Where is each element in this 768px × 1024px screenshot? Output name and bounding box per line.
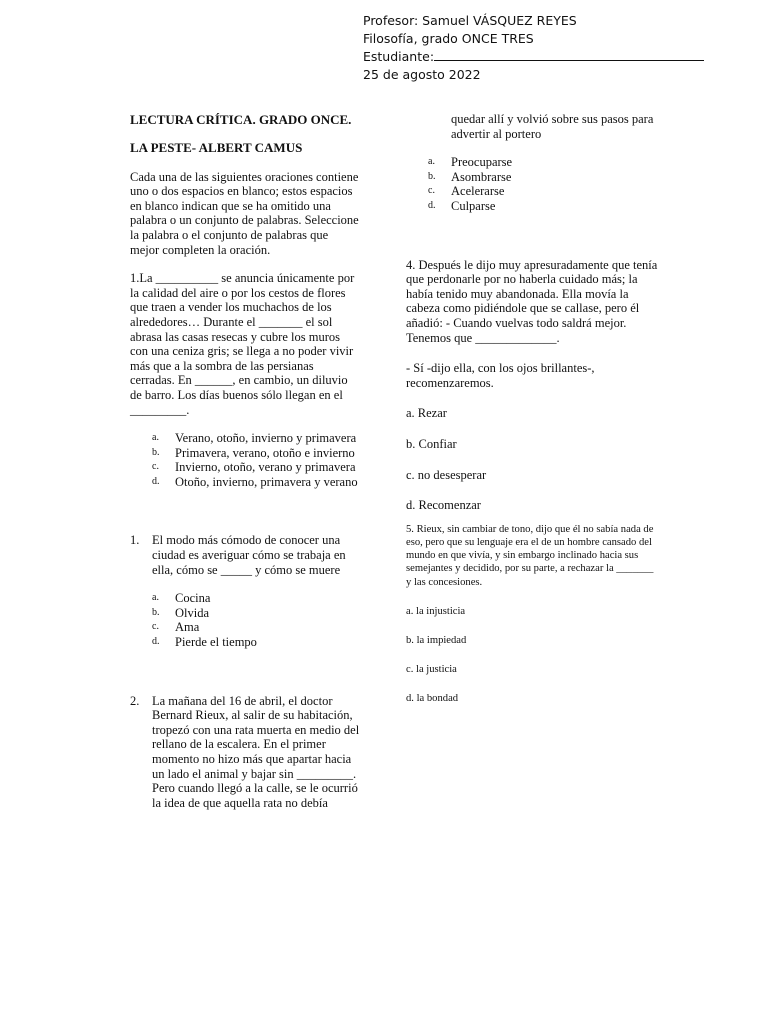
- student-line: [363, 48, 704, 66]
- question-2-option-b[interactable]: b. Olvida: [152, 605, 210, 620]
- subject-line: Filosofía, grado ONCE TRES: [363, 31, 534, 46]
- question-4-reply: - Sí -dijo ella, con los ojos brillantes-, recomenzaremos.: [406, 361, 595, 390]
- question-1-option-c[interactable]: c. Invierno, otoño, verano y primavera: [152, 460, 356, 475]
- question-1-option-b[interactable]: b. Primavera, verano, otoño e invierno: [152, 445, 355, 460]
- question-1-option-a[interactable]: a. Verano, otoño, invierno y primavera: [152, 431, 357, 446]
- question-4-option-b[interactable]: b. Confiar: [406, 436, 457, 451]
- question-5-option-c[interactable]: c. la justicia: [406, 664, 457, 676]
- question-5-option-d[interactable]: d. la bondad: [406, 693, 459, 705]
- question-4-option-d[interactable]: d. Recomenzar: [406, 498, 481, 513]
- left-column: [130, 112, 360, 810]
- question-2-option-c[interactable]: c. Ama: [152, 620, 200, 635]
- date-line: 25 de agosto 2022: [363, 67, 481, 82]
- question-3-option-c[interactable]: c. Acelerarse: [428, 184, 505, 199]
- question-3-text: La mañana del 16 de abril, el doctor Bernard Rieux, al salir de su habitación, tropezó con una rata muerta en medio del rellano de la escalera. En el primer momento no hizo más que apartar hacia un lado el animal y bajar sin _________. Pero cuando llegó a la calle, se le ocurrió la idea de que aquella rata no debía: [152, 693, 360, 810]
- student-label: Estudiante:: [363, 49, 435, 64]
- question-5-text: 5. Rieux, sin cambiar de tono, dijo que él no sabía nada de eso, pero que su lenguaje era el de un hombre cansado del mundo en que vivía, y sin embargo inclinado hacia sus semejantes y decidido, por su parte, a rechazar la _______ y las concesiones.: [406, 523, 654, 588]
- instructions-paragraph: Cada una de las siguientes oraciones contiene uno o dos espacios en blanco; estos espacios en blanco indican que se ha omitido una palabra o un conjunto de palabras. Seleccione la palabra o el conjunto de palabras que mejor completen la oración.: [130, 169, 359, 257]
- question-4-text: 4. Después le dijo muy apresuradamente que tenía que perdonarle por no haberla cuidado más; la había tenido muy abandonada. Ella movía la cabeza como pidiéndole que se callase, pero él añadió: - Cuando vuelvas todo saldrá mejor. Tenemos que _____________.: [406, 257, 658, 345]
- student-name-blank[interactable]: [434, 48, 704, 61]
- question-2-option-d[interactable]: d. Pierde el tiempo: [152, 635, 257, 650]
- question-2: [130, 533, 360, 577]
- question-3-option-d[interactable]: d. Culparse: [428, 198, 496, 213]
- question-4-option-c[interactable]: c. no desesperar: [406, 467, 487, 482]
- document-title: LECTURA CRÍTICA. GRADO ONCE.: [130, 112, 352, 127]
- question-1-options: [130, 431, 360, 489]
- question-4-option-a[interactable]: a. Rezar: [406, 406, 447, 421]
- question-2-options: [130, 591, 360, 649]
- question-5-option-a[interactable]: a. la injusticia: [406, 605, 466, 617]
- question-2-number: 1.: [130, 533, 140, 548]
- document-header: [363, 12, 704, 84]
- question-2-text: El modo más cómodo de conocer una ciudad es averiguar cómo se trabaja en ella, cómo se _____ y cómo se muere: [152, 533, 346, 577]
- question-3-number: 2.: [130, 693, 140, 708]
- question-2-option-a[interactable]: a. Cocina: [152, 591, 211, 606]
- question-5-option-b[interactable]: b. la impiedad: [406, 634, 467, 646]
- reading-title: LA PESTE- ALBERT CAMUS: [130, 140, 303, 155]
- question-3-option-a[interactable]: a. Preocuparse: [428, 155, 513, 170]
- right-column: [406, 112, 658, 706]
- question-3-option-b[interactable]: b. Asombrarse: [428, 169, 512, 184]
- teacher-line: Profesor: Samuel VÁSQUEZ REYES: [363, 13, 577, 28]
- question-1-option-d[interactable]: d. Otoño, invierno, primavera y verano: [152, 474, 358, 489]
- question-3: [130, 694, 360, 811]
- question-3-options: [406, 155, 658, 213]
- question-3-text-continued: quedar allí y volvió sobre sus pasos para advertir al portero: [451, 112, 654, 141]
- question-1-text: 1.La __________ se anuncia únicamente por la calidad del aire o por los cestos de flores que traen a vender los muchachos de los alrededores… Durante el _______ el sol abrasa las casas resecas y cubre los muros con una ceniza gris; se llega a no poder vivir más que a la sombra de las persianas cerradas. En ______, en cambio, un diluvio de barro. Los días buenos sólo llegan en el _________.: [130, 271, 355, 417]
